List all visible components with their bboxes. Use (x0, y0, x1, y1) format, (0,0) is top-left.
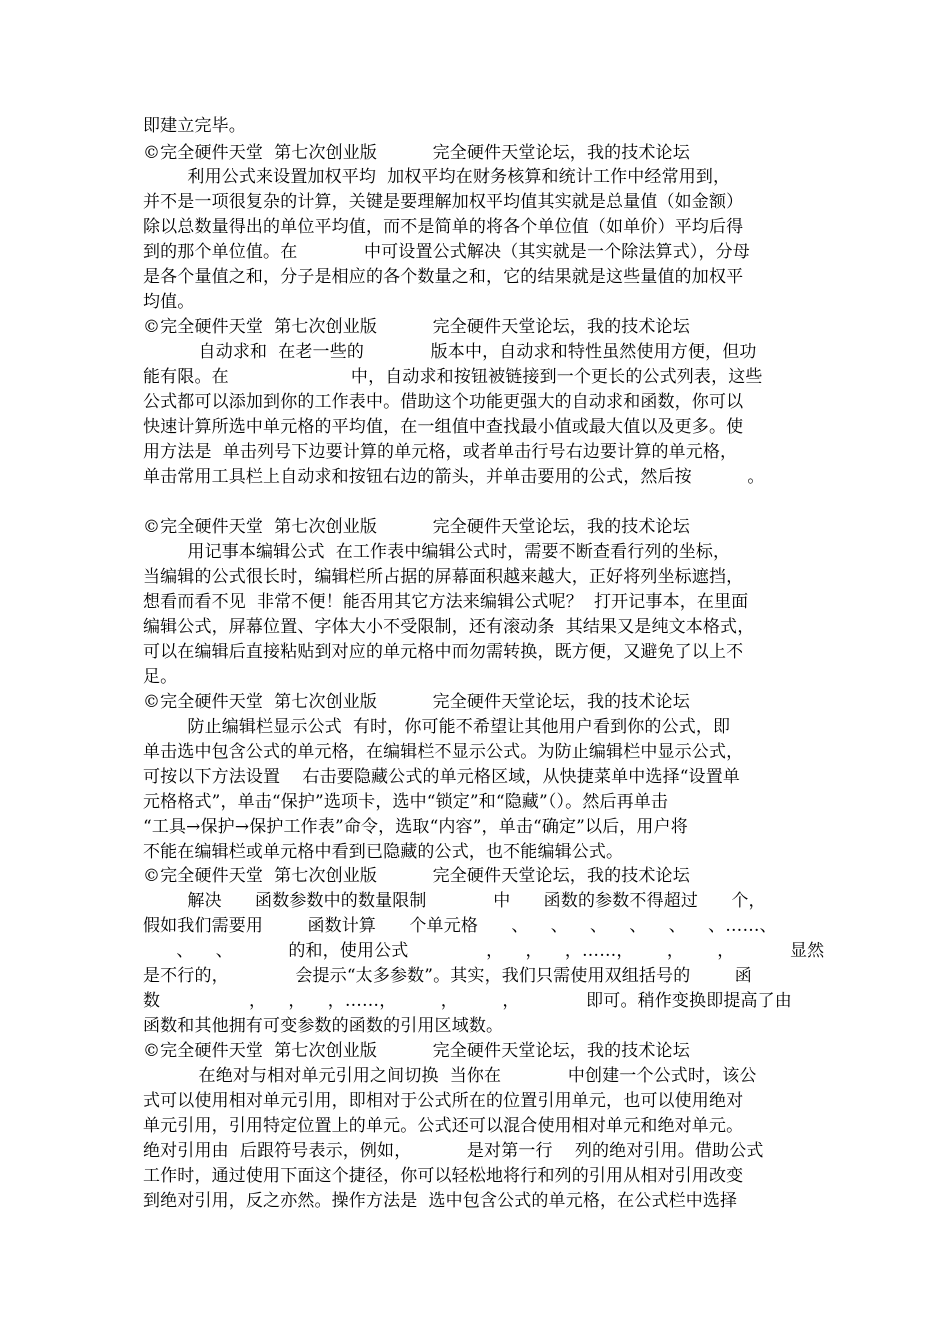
text-line: 单元引用，引用特定位置上的单元。公式还可以混合使用相对单元和绝对单元。 (143, 1116, 744, 1136)
text-line: 自动求和 在老一些的 版本中，自动求和特性虽然使用方便，但功 (143, 342, 757, 362)
text-line: 在绝对与相对单元引用之间切换 当你在 中创建一个公式时，该公 (143, 1066, 757, 1086)
text-line: 均值。 (143, 292, 195, 312)
forum-header-line: ©完全硬件天堂 第七次创业版 完全硬件天堂论坛，我的技术论坛 (143, 317, 690, 337)
text-line: “工具→保护→保护工作表”命令，选取“内容”，单击“确定”以后，用户将 (143, 817, 688, 837)
forum-header-line: ©完全硬件天堂 第七次创业版 完全硬件天堂论坛，我的技术论坛 (143, 692, 690, 712)
text-line: 工作时，通过使用下面这个捷径，你可以轻松地将行和列的引用从相对引用改变 (143, 1166, 744, 1186)
forum-header-line: ©完全硬件天堂 第七次创业版 完全硬件天堂论坛，我的技术论坛 (143, 143, 690, 163)
text-line: 快速计算所选中单元格的平均值，在一组值中查找最小值或最大值以及更多。使 (143, 417, 744, 437)
text-line: 用记事本编辑公式 在工作表中编辑公式时，需要不断查看行列的坐标， (143, 542, 731, 562)
text-line: 是不行的， 会提示“太多参数”。其实，我们只需使用双组括号的 函 (143, 966, 752, 986)
text-line: 防止编辑栏显示公式 有时，你可能不希望让其他用户看到你的公式，即 (143, 717, 731, 737)
text-line: 可按以下方法设置 右击要隐藏公式的单元格区域，从快捷菜单中选择“设置单 (143, 767, 741, 787)
text-line: 当编辑的公式很长时，编辑栏所占据的屏幕面积越来越大，正好将列坐标遮挡， (143, 567, 744, 587)
text-line: 不能在编辑栏或单元格中看到已隐藏的公式，也不能编辑公式。 (143, 842, 624, 862)
text-line: 到绝对引用，反之亦然。操作方法是 选中包含公式的单元格，在公式栏中选择 (143, 1191, 738, 1211)
text-line: 利用公式来设置加权平均 加权平均在财务核算和统计工作中经常用到， (143, 167, 731, 187)
text-line: 数 ， ， ，……， ， ， 即可。稍作变换即提高了由 (143, 991, 792, 1011)
text-line: 即建立完毕。 (143, 116, 246, 136)
forum-header-line: ©完全硬件天堂 第七次创业版 完全硬件天堂论坛，我的技术论坛 (143, 517, 690, 537)
text-line: 、 、 的和，使用公式 ， ， ，……， ， ， 显然 (143, 941, 825, 961)
forum-header-line: ©完全硬件天堂 第七次创业版 完全硬件天堂论坛，我的技术论坛 (143, 866, 690, 886)
text-line: 能有限。在 中，自动求和按钮被链接到一个更长的公式列表，这些 (143, 367, 763, 387)
text-line: 假如我们需要用 函数计算 个单元格 、 、 、 、 、 、……、 (143, 916, 777, 936)
forum-header-line: ©完全硬件天堂 第七次创业版 完全硬件天堂论坛，我的技术论坛 (143, 1041, 690, 1061)
text-line: 用方法是 单击列号下边要计算的单元格，或者单击行号右边要计算的单元格， (143, 442, 738, 462)
text-line: 想看而看不见 非常不便！能否用其它方法来编辑公式呢？ 打开记事本，在里面 (143, 592, 749, 612)
text-line: 足。 (143, 667, 178, 687)
text-line: 是各个量值之和，分子是相应的各个数量之和，它的结果就是这些量值的加权平 (143, 267, 744, 287)
text-line: 函数和其他拥有可变参数的函数的引用区域数。 (143, 1016, 504, 1036)
text-line: 解决 函数参数中的数量限制 中 函数的参数不得超过 个， (143, 891, 766, 911)
text-line: 元格格式”，单击“保护”选项卡，选中“锁定”和“隐藏”（）。然后再单击 (143, 792, 669, 812)
text-line: 除以总数量得出的单位平均值，而不是简单的将各个单位值（如单价）平均后得 (143, 217, 744, 237)
text-line: 公式都可以添加到你的工作表中。借助这个功能更强大的自动求和函数，你可以 (143, 392, 744, 412)
text-line: 单击常用工具栏上自动求和按钮右边的箭头，并单击要用的公式，然后按 。 (143, 467, 765, 487)
text-line: 式可以使用相对单元引用，即相对于公式所在的位置引用单元，也可以使用绝对 (143, 1091, 744, 1111)
text-line: 可以在编辑后直接粘贴到对应的单元格中而勿需转换，既方便，又避免了以上不 (143, 642, 744, 662)
text-line: 编辑公式，屏幕位置、字体大小不受限制，还有滚动条 其结果又是纯文本格式， (143, 617, 755, 637)
text-line: 到的那个单位值。在 中可设置公式解决（其实就是一个除法算式），分母 (143, 242, 750, 262)
text-line: 绝对引用由 后跟符号表示，例如， 是对第一行 列的绝对引用。借助公式 (143, 1141, 764, 1161)
text-line: 单击选中包含公式的单元格，在编辑栏不显示公式。为防止编辑栏中显示公式， (143, 742, 744, 762)
text-line: 并不是一项很复杂的计算，关键是要理解加权平均值其实就是总量值（如金额） (143, 192, 744, 212)
